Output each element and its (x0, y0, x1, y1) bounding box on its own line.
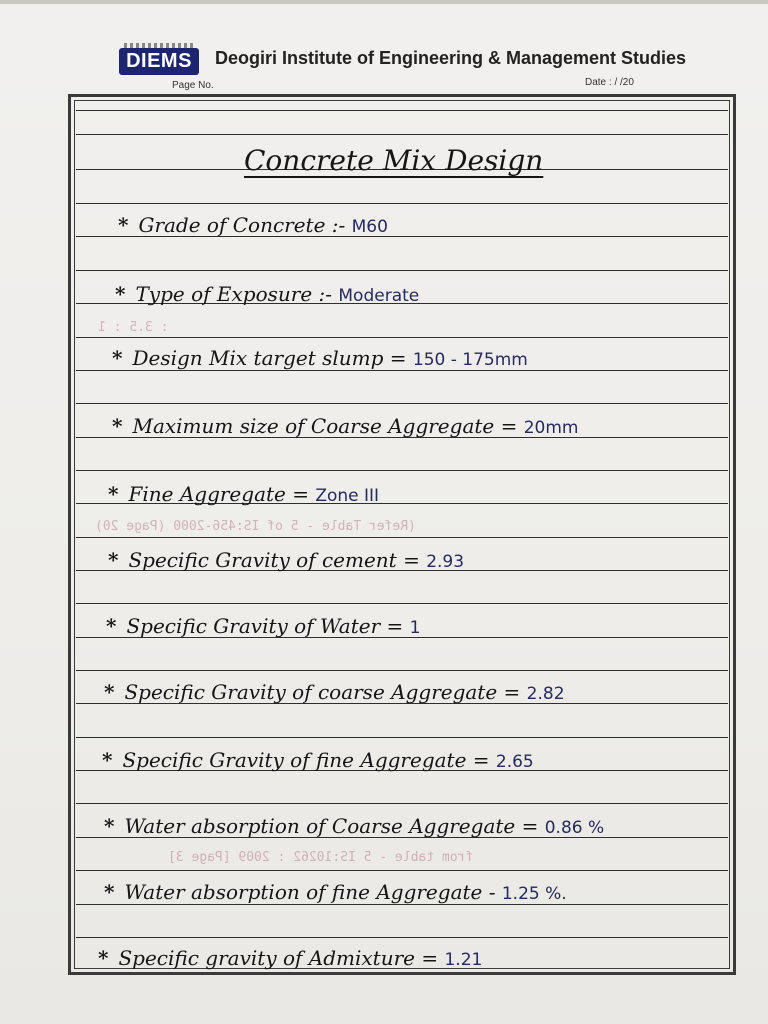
entry-value: 2.82 (526, 684, 565, 704)
entry-label: Specific Gravity of coarse Aggregate = (124, 680, 521, 704)
entry-value: 150 - 175mm (412, 350, 528, 370)
ruled-line (76, 803, 728, 804)
institute-name: Deogiri Institute of Engineering & Management Studies (215, 48, 687, 68)
entry-value: Zone III (315, 486, 380, 506)
entry-label: Specific Gravity of fine Aggregate = (122, 748, 490, 772)
entry-label: Grade of Concrete :- (138, 213, 346, 237)
entry-row (112, 414, 578, 438)
entry-label: Type of Exposure :- (135, 282, 333, 306)
entry-row (118, 213, 388, 237)
asterisk-bullet-icon: * (115, 282, 126, 306)
bleed-through-text: (Refer Table - 5 of IS:456-2000 (Page 20) (95, 519, 416, 534)
entry-label: Maximum size of Coarse Aggregate = (132, 414, 518, 438)
page-number-label: Page No. (172, 80, 214, 91)
ruled-line (76, 904, 728, 905)
notebook-page (0, 4, 768, 1024)
asterisk-bullet-icon: * (104, 814, 115, 838)
entry-label: Water absorption of fine Aggregate - (124, 880, 496, 904)
ruled-line (76, 670, 728, 671)
entry-row (106, 614, 420, 638)
entry-value: Moderate (338, 286, 420, 306)
entry-label: Design Mix target slump = (132, 346, 407, 370)
ruled-line (76, 270, 728, 271)
entry-label: Specific Gravity of Water = (126, 614, 404, 638)
entry-value: M60 (351, 217, 388, 237)
ruled-line (76, 937, 728, 938)
asterisk-bullet-icon: * (112, 414, 123, 438)
entry-value: 1.25 %. (501, 884, 567, 904)
entry-value: 1 (409, 618, 421, 638)
asterisk-bullet-icon: * (108, 548, 119, 572)
ruled-line (76, 603, 728, 604)
entry-row (112, 346, 528, 370)
asterisk-bullet-icon: * (106, 614, 117, 638)
asterisk-bullet-icon: * (118, 213, 129, 237)
entry-value: 20mm (523, 418, 579, 438)
bleed-through-text: : 3.5 : 1 (98, 320, 169, 335)
ruled-line (76, 403, 728, 404)
entry-label: Specific gravity of Admixture = (118, 946, 439, 970)
ruled-line (76, 337, 728, 338)
ruled-line (76, 134, 728, 135)
entry-row (104, 680, 565, 704)
ruled-line (76, 370, 728, 371)
ruled-line (76, 737, 728, 738)
bleed-through-text: from table - 5 IS:10262 : 2009 [Page 3] (168, 850, 474, 865)
entry-label: Fine Aggregate = (128, 482, 309, 506)
entry-label: Specific Gravity of cement = (128, 548, 420, 572)
entry-value: 2.93 (426, 552, 465, 572)
entry-label: Water absorption of Coarse Aggregate = (124, 814, 539, 838)
ruled-line (76, 870, 728, 871)
entry-row (102, 748, 534, 772)
asterisk-bullet-icon: * (98, 946, 109, 970)
entry-value: 1.21 (444, 950, 483, 970)
entry-row (104, 814, 604, 838)
ruled-line (76, 203, 728, 204)
page-title: Concrete Mix Design (244, 144, 544, 177)
entry-row (108, 482, 379, 506)
entry-row (108, 548, 464, 572)
date-label: Date : / /20 (585, 77, 634, 88)
entry-value: 2.65 (495, 752, 534, 772)
entry-value: 0.86 % (544, 818, 605, 838)
entry-row (104, 880, 567, 904)
asterisk-bullet-icon: * (104, 680, 115, 704)
diems-logo: DIEMS (119, 48, 199, 75)
entry-row (98, 946, 482, 970)
asterisk-bullet-icon: * (108, 482, 119, 506)
asterisk-bullet-icon: * (112, 346, 123, 370)
asterisk-bullet-icon: * (102, 748, 113, 772)
asterisk-bullet-icon: * (104, 880, 115, 904)
ruled-line (76, 470, 728, 471)
entry-row (115, 282, 419, 306)
ruled-line (76, 110, 728, 111)
ruled-line (76, 537, 728, 538)
